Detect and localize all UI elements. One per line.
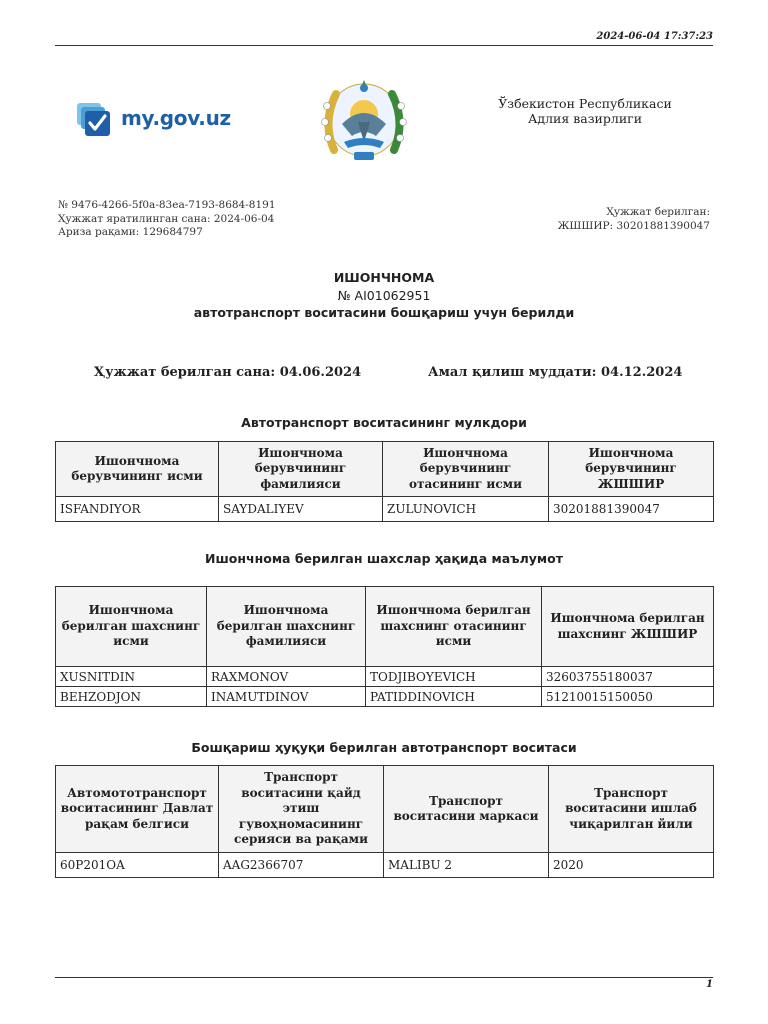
table-cell: SAYDALIYEV [219, 497, 383, 522]
trustees-section-title: Ишончнома берилган шахслар ҳақида маълумот [205, 551, 563, 566]
table-cell: ZULUNOVICH [383, 497, 549, 522]
valid-until: Амал қилиш муддати: 04.12.2024 [428, 365, 683, 380]
timestamp: 2024-06-04 17:37:23 [596, 31, 713, 42]
table-row [56, 853, 714, 878]
table-cell: ISFANDIYOR [56, 497, 219, 522]
table-header: Ишончнома берилган шахснинг отасининг исми [366, 587, 542, 667]
table-header-row [56, 766, 714, 853]
issue-date: Ҳужжат берилган сана: 04.06.2024 [94, 365, 362, 380]
table-cell: 2020 [549, 853, 714, 878]
table-cell: INAMUTDINOV [207, 687, 366, 707]
table-header: Ишончнома берилган шахснинг фамилияси [207, 587, 366, 667]
table-cell: TODJIBOYEVICH [366, 667, 542, 687]
table-cell: 60P201OA [56, 853, 219, 878]
document-title: ИШОНЧНОМА [333, 270, 435, 285]
table-cell: RAXMONOV [207, 667, 366, 687]
table-header-row [56, 442, 714, 497]
logo-text: my.gov.uz [121, 106, 231, 130]
issued-to [558, 206, 710, 233]
table-header: Транспорт воситасини қайд этиш гувоҳномасининг серияси ва рақами [219, 766, 384, 853]
table-header: Ишончнома берилган шахснинг ЖШШИР [542, 587, 714, 667]
table-header: Автомототранспорт воситасининг Давлат рақам белгиси [56, 766, 219, 853]
table-cell: 30201881390047 [549, 497, 714, 522]
issued-to-pinfl: ЖШШИР: 30201881390047 [557, 219, 710, 232]
vehicle-section-title: Бошқариш ҳуқуқи берилган автотранспорт воситаси [191, 740, 577, 755]
ministry-name [480, 96, 690, 126]
checkbox-logo-icon [76, 102, 116, 140]
issued-to-label: Ҳужжат берилган: [606, 206, 710, 218]
table-cell: AAG2366707 [219, 853, 384, 878]
bottom-rule [55, 977, 713, 978]
table-header: Транспорт воситасини маркаси [384, 766, 549, 853]
page-number: 1 [706, 979, 713, 990]
table-cell: MALIBU 2 [384, 853, 549, 878]
ministry-department: Адлия вазирлиги [527, 111, 643, 126]
table-header: Транспорт воситасини ишлаб чиқарилган йили [549, 766, 714, 853]
created-date: Ҳужжат яратилинган сана: 2024-06-04 [58, 212, 275, 225]
table-cell: 32603755180037 [542, 667, 714, 687]
table-cell: PATIDDINOVICH [366, 687, 542, 707]
table-row [56, 667, 714, 687]
owner-table [55, 441, 714, 522]
table-row [56, 687, 714, 707]
document-meta [58, 199, 276, 240]
table-row [56, 497, 714, 522]
application-number: Ариза рақами: 129684797 [58, 226, 203, 238]
top-rule [55, 45, 713, 46]
document-number: № AI01062951 [337, 288, 431, 303]
owner-section-title: Автотранспорт воситасининг мулкдори [241, 415, 527, 430]
document-subtitle: автотранспорт воситасини бошқариш учун берилди [193, 305, 575, 320]
table-cell: 51210015150050 [542, 687, 714, 707]
table-cell: BEHZODJON [56, 687, 207, 707]
table-header: Ишончнома берувчининг отасининг исми [383, 442, 549, 497]
vehicle-table [55, 765, 714, 878]
table-header: Ишончнома берувчининг ЖШШИР [549, 442, 714, 497]
table-header-row [56, 587, 714, 667]
mygov-logo[interactable] [76, 102, 236, 140]
table-cell: XUSNITDIN [56, 667, 207, 687]
table-header: Ишончнома берувчининг исми [56, 442, 219, 497]
doc-number: № 9476-4266-5f0a-83ea-7193-8684-8191 [58, 199, 276, 211]
state-emblem [314, 72, 414, 168]
trustees-table [55, 586, 714, 707]
table-header: Ишончнома берувчининг фамилияси [219, 442, 383, 497]
ministry-country: Ўзбекистон Республикаси [498, 96, 672, 111]
table-header: Ишончнома берилган шахснинг исми [56, 587, 207, 667]
